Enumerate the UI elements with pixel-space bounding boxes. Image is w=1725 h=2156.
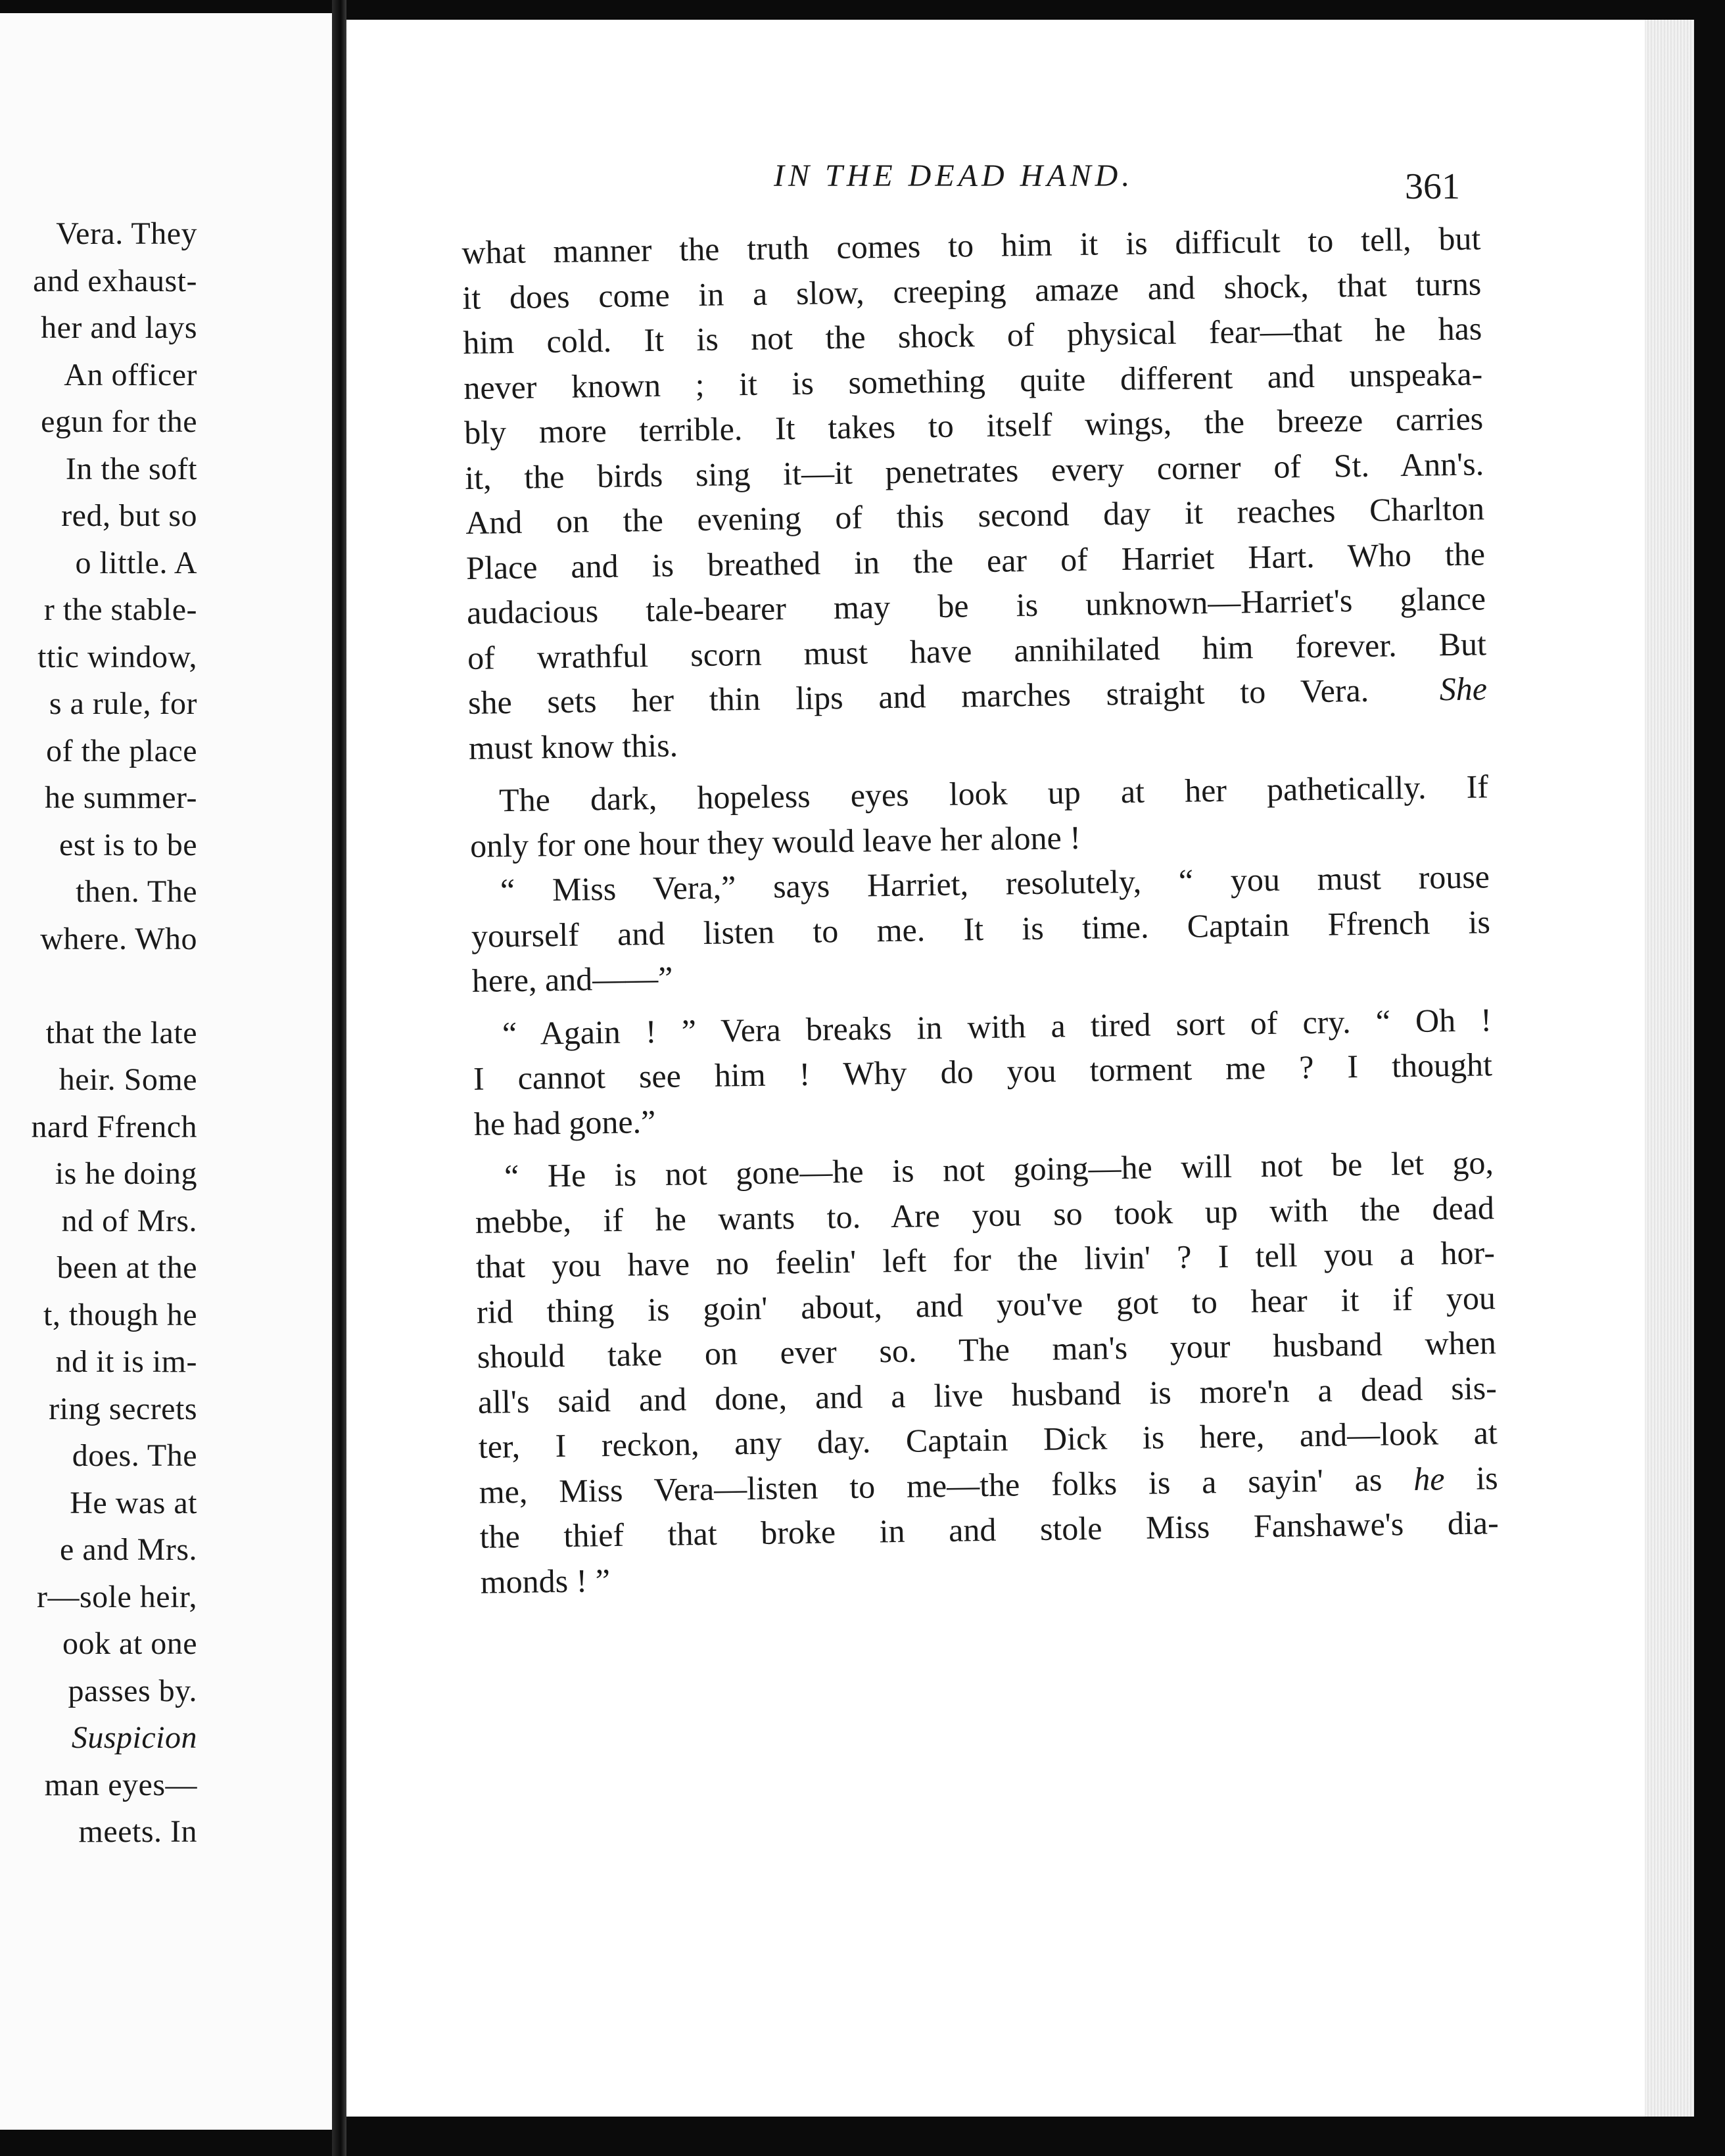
left-line: ring secrets: [49, 1391, 197, 1426]
left-line: where. Who: [40, 921, 197, 956]
text-line: only for one hour they would leave her alone !: [469, 818, 1081, 864]
text-line: monds ! ”: [480, 1561, 611, 1601]
text-line: mebbe, if he wants to. Are you so took up with the dead: [475, 1188, 1495, 1240]
left-line: nd of Mrs.: [61, 1203, 197, 1238]
left-line: o little. A: [75, 545, 197, 580]
left-line: r—sole heir,: [36, 1579, 197, 1614]
text-line: it, the birds sing it—it penetrates every corner of St. Ann's.: [464, 444, 1484, 496]
body-text: [461, 216, 1500, 1604]
left-line: t, though he: [43, 1297, 197, 1332]
text-line: And on the evening of this second day it reaches Charlton: [465, 490, 1485, 541]
left-line: does. The: [72, 1438, 197, 1473]
text-line: “ Again ! ” Vera breaks in with a tired sort of cry. “ Oh !: [502, 1000, 1492, 1052]
text-line: never known ; it is something quite different and unspeaka-: [463, 354, 1483, 406]
left-line: ook at one: [62, 1626, 197, 1661]
left-line: nard Ffrench: [31, 1109, 197, 1144]
text-line: ter, I reckon, any day. Captain Dick is here, and—look at: [478, 1414, 1498, 1465]
text-line: yourself and listen to me. It is time. Captain Ffrench is: [471, 902, 1491, 954]
left-line: egun for the: [41, 404, 197, 439]
running-head: IN THE DEAD HAND.: [774, 158, 1134, 193]
left-line: meets. In: [78, 1814, 197, 1849]
page-number: 361: [1405, 166, 1460, 207]
left-line: e and Mrs.: [60, 1532, 197, 1567]
text-line: it does come in a slow, creeping amaze and shock, that turns: [462, 264, 1482, 316]
text-line: The dark, hopeless eyes look up at her pathetically. If: [498, 768, 1489, 819]
text-line: Place and is breathed in the ear of Harriet Hart. Who the: [465, 534, 1486, 586]
text-line: must know this.: [468, 726, 678, 766]
left-page: [0, 13, 332, 2130]
text-line: all's said and done, and a live husband is more'n a dead sis-: [477, 1369, 1498, 1420]
text-line: should take on ever so. The man's your husband when: [477, 1324, 1497, 1375]
left-line: Suspicion: [71, 1720, 197, 1755]
book-gutter: [332, 0, 346, 2156]
left-line: and exhaust-: [33, 263, 197, 298]
left-line: her and lays: [41, 310, 197, 345]
left-line: est is to be: [59, 827, 197, 862]
text-line: him cold. It is not the shock of physical fear—that he has: [462, 310, 1482, 361]
left-line: man eyes—: [44, 1767, 197, 1802]
left-line: s a rule, for: [49, 686, 197, 721]
text-line: I cannot see him ! Why do you torment me ? I thought: [473, 1046, 1493, 1097]
left-line: passes by.: [68, 1673, 197, 1708]
text-line: audacious tale-bearer may be is unknown—Harriet's glance: [466, 580, 1486, 631]
left-line: In the soft: [65, 451, 197, 486]
text-line: of wrathful scorn must have annihilated him forever. But: [467, 624, 1487, 676]
left-line: is he doing: [55, 1156, 197, 1191]
left-line: He was at: [70, 1485, 197, 1520]
left-line: red, but so: [61, 498, 197, 533]
text-line: here, and——”: [471, 959, 673, 999]
left-line: then. The: [76, 874, 197, 909]
left-line: An officer: [64, 357, 197, 392]
left-line: he summer-: [45, 780, 197, 815]
text-segment: she sets her thin lips and marches straight to Vera.: [467, 671, 1369, 721]
right-page: [346, 20, 1694, 2117]
text-line: “ Miss Vera,” says Harriet, resolutely, “ you must rouse: [500, 858, 1490, 909]
text-line: bly more terrible. It takes to itself wings, the breeze carries: [463, 400, 1484, 451]
page-edge: [1645, 20, 1694, 2117]
text-line: he had gone.”: [473, 1102, 656, 1142]
text-segment: is: [1475, 1459, 1499, 1497]
left-line: been at the: [57, 1250, 197, 1285]
left-line: that the late: [45, 1015, 197, 1050]
left-line: nd it is im-: [55, 1344, 197, 1379]
italic-word: he: [1413, 1459, 1445, 1497]
text-line: that you have no feelin' left for the livin' ? I tell you a hor-: [475, 1234, 1496, 1285]
text-line: rid thing is goin' about, and you've got to hear it if you: [476, 1278, 1496, 1330]
italic-word: She: [1439, 670, 1488, 708]
left-line: Vera. They: [56, 216, 197, 251]
left-line: r the stable-: [43, 592, 197, 627]
left-line-gap: [0, 962, 197, 1010]
left-page-text: [0, 210, 197, 1856]
text-line: “ He is not gone—he is not going—he will not be let go,: [504, 1144, 1494, 1195]
left-line: heir. Some: [59, 1062, 197, 1097]
left-line: of the place: [46, 733, 197, 768]
text-line: what manner the truth comes to him it is difficult to tell, but: [461, 220, 1481, 271]
text-segment: me, Miss Vera—listen to me—the folks is a sayin' as: [479, 1461, 1382, 1511]
left-line: ttic window,: [37, 639, 197, 674]
text-line: the thief that broke in and stole Miss Fanshawe's dia-: [479, 1504, 1499, 1555]
